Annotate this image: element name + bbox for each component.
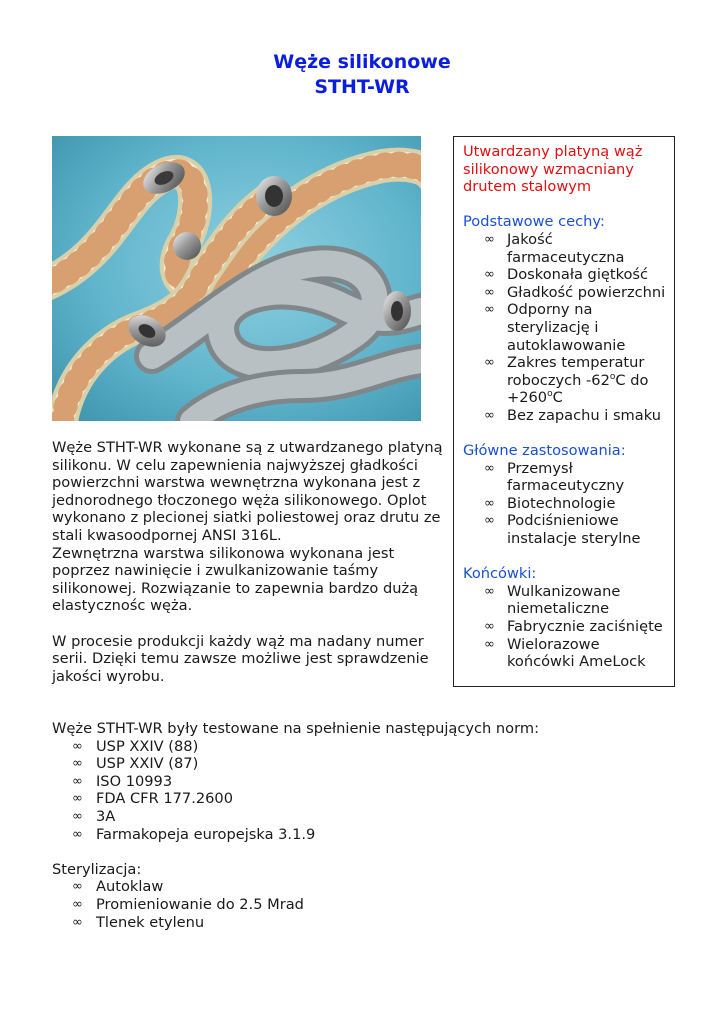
- infinity-bullet-icon: ∞: [484, 284, 495, 300]
- list-item: ∞ Autoklaw: [72, 878, 164, 896]
- infinity-bullet-icon: ∞: [72, 791, 83, 807]
- list-item: ∞ Promieniowanie do 2.5 Mrad: [72, 895, 304, 913]
- infinity-bullet-icon: ∞: [72, 756, 83, 772]
- list-item: ∞ USP XXIV (88): [72, 737, 199, 755]
- infinity-bullet-icon: ∞: [484, 513, 495, 529]
- list-item: ∞ Fabrycznie zaciśnięte: [484, 618, 663, 636]
- endings-list: [463, 583, 668, 671]
- infinity-bullet-icon: ∞: [484, 583, 495, 599]
- features-heading: Podstawowe cechy:: [463, 213, 605, 231]
- infinity-bullet-icon: ∞: [484, 231, 495, 247]
- list-item: ∞ Doskonała giętkość: [484, 266, 649, 284]
- list-item: ∞ Bez zapachu i smaku: [484, 406, 661, 424]
- intro-paragraph-2: Zewnętrzna warstwa silikonowa wykonana jest poprzez nawinięcie i zwulkanizowanie taśmy silikonowej. Rozwiązanie to zapewnia bardzo dużą elastycznośc węża.: [52, 544, 419, 615]
- product-photo: [52, 136, 421, 421]
- sterilization-heading: Sterylizacja:: [52, 860, 142, 878]
- document-title: [0, 50, 724, 100]
- infinity-bullet-icon: ∞: [72, 879, 83, 895]
- infinity-bullet-icon: ∞: [72, 808, 83, 824]
- endings-heading: Końcówki:: [463, 565, 537, 583]
- sterilization-section: [52, 861, 672, 931]
- infinity-bullet-icon: ∞: [72, 826, 83, 842]
- features-box: [453, 136, 675, 687]
- title-line-2: STHT-WR: [314, 76, 410, 98]
- list-item: ∞ Wielorazowe końcówki AmeLock: [484, 635, 646, 671]
- infinity-bullet-icon: ∞: [72, 773, 83, 789]
- infinity-bullet-icon: ∞: [72, 738, 83, 754]
- infinity-bullet-icon: ∞: [484, 302, 495, 318]
- infinity-bullet-icon: ∞: [484, 619, 495, 635]
- standards-list: [52, 738, 672, 844]
- standards-intro: Węże STHT-WR były testowane na spełnienie następujących norm:: [52, 720, 539, 737]
- infinity-bullet-icon: ∞: [72, 914, 83, 930]
- features-box-lead: Utwardzany platyną wąż silikonowy wzmacniany drutem stalowym: [463, 143, 643, 196]
- list-item: ∞ Farmakopeja europejska 3.1.9: [72, 825, 316, 843]
- infinity-bullet-icon: ∞: [484, 636, 495, 652]
- list-item: ∞ USP XXIV (87): [72, 755, 199, 773]
- list-item: ∞ Tlenek etylenu: [72, 913, 205, 931]
- list-item: ∞ 3A: [72, 807, 116, 825]
- list-item: ∞ Podciśnieniowe instalacje sterylne: [484, 512, 641, 548]
- list-item: ∞ Wulkanizowane niemetaliczne: [484, 582, 621, 618]
- list-item-temperature: ∞ Zakres temperatur roboczych -62$^o$C do $+260^oC$: [484, 354, 649, 407]
- standards-section: [52, 720, 672, 931]
- infinity-bullet-icon: ∞: [484, 495, 495, 511]
- infinity-bullet-icon: ∞: [484, 407, 495, 423]
- features-list: [463, 231, 668, 425]
- list-item: ∞ Przemysł farmaceutyczny: [484, 459, 625, 495]
- intro-paragraph-3: W procesie produkcji każdy wąż ma nadany numer serii. Dzięki temu zawsze możliwe jest sprawdzenie jakości wyrobu.: [52, 632, 429, 685]
- infinity-bullet-icon: ∞: [484, 267, 495, 283]
- infinity-bullet-icon: ∞: [484, 355, 495, 371]
- sterilization-list: [52, 878, 672, 931]
- intro-paragraph-1: Węże STHT-WR wykonane są z utwardzanego platyną silikonu. W celu zapewnienia najwyższej gładkości powierzchni warstwa wewnętrzna wykonana jest z jednorodnego tłoczonego węża silikonowego. Oplot wykonano z plecionej siatki poliestowej oraz drutu ze stali kwasoodpornej ANSI 316L.: [52, 439, 443, 544]
- infinity-bullet-icon: ∞: [72, 896, 83, 912]
- list-item: ∞ Jakość farmaceutyczna: [484, 230, 625, 266]
- infinity-bullet-icon: ∞: [484, 460, 495, 476]
- list-item: ∞ Odporny na sterylizację i autoklawowanie: [484, 301, 626, 354]
- applications-list: [463, 460, 668, 548]
- list-item: ∞ Gładkość powierzchni: [484, 283, 666, 301]
- applications-heading: Główne zastosowania:: [463, 442, 626, 460]
- list-item: ∞ Biotechnologie: [484, 494, 616, 512]
- list-item: ∞ ISO 10993: [72, 772, 173, 790]
- intro-text: [52, 439, 447, 685]
- title-line-1: Węże silikonowe: [273, 51, 451, 73]
- list-item: ∞ FDA CFR 177.2600: [72, 790, 233, 808]
